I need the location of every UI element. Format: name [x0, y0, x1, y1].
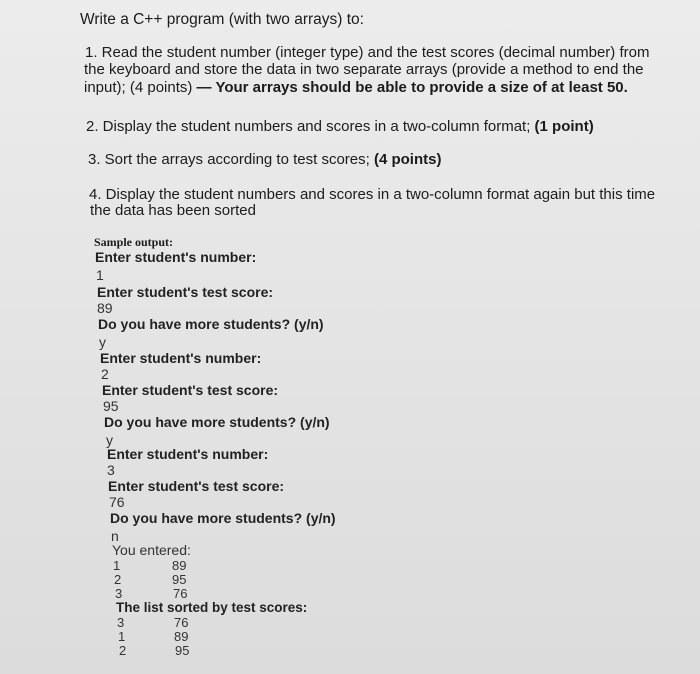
item-1-line-1: 1. Read the student number (integer type) and the test scores (decimal number) from: [85, 44, 650, 61]
sample-line: 1: [96, 267, 104, 283]
item-3: [88, 151, 441, 168]
sample-line: Do you have more students? (y/n): [104, 414, 330, 430]
sorted-list-label: The list sorted by test scores:: [116, 600, 308, 615]
sample-line: y: [99, 334, 106, 350]
sample-line: 2: [101, 366, 109, 382]
entered-number: 2: [114, 572, 122, 587]
assignment-header: Write a C++ program (with two arrays) to:: [80, 11, 364, 28]
sorted-score: 95: [175, 643, 190, 658]
entered-score: 95: [172, 572, 187, 587]
sample-line: Enter student's test score:: [102, 382, 279, 398]
sample-line: n: [111, 528, 119, 544]
sample-line: Enter student's number:: [100, 350, 262, 366]
sample-line: 89: [97, 300, 113, 316]
sorted-score: 89: [174, 629, 189, 644]
sorted-number: 1: [118, 629, 126, 644]
sample-line: Enter student's number:: [107, 446, 269, 462]
item-3-text: 3. Sort the arrays according to test scores;: [88, 151, 374, 168]
sample-line: Enter student's test score:: [97, 284, 274, 300]
item-4-line-2: the data has been sorted: [90, 202, 256, 219]
entered-number: 1: [113, 558, 121, 573]
sample-line: 3: [107, 462, 115, 478]
entered-score: 89: [172, 558, 187, 573]
sample-line: 95: [103, 398, 119, 414]
item-1-line-2: the keyboard and store the data in two separate arrays (provide a method to end the: [84, 61, 644, 78]
item-1-line-3: [84, 79, 628, 96]
item-3-points: (4 points): [373, 151, 442, 168]
entered-number: 3: [115, 586, 123, 601]
sample-line: You entered:: [112, 542, 191, 558]
sample-line: Enter student's test score:: [108, 478, 285, 494]
sorted-score: 76: [174, 615, 189, 630]
entered-score: 76: [173, 586, 188, 601]
item-2-text: 2. Display the student numbers and scores in a two-column format;: [86, 118, 535, 135]
sample-line: y: [106, 432, 113, 448]
item-1-array-size-note: — Your arrays should be able to provide a size of at least 50.: [192, 79, 628, 96]
item-2: [86, 118, 594, 135]
sample-output-label: Sample output:: [94, 235, 174, 249]
sorted-number: 2: [119, 643, 127, 658]
sample-line: Enter student's number:: [95, 249, 257, 265]
sample-line: Do you have more students? (y/n): [110, 510, 336, 526]
item-4-line-1: 4. Display the student numbers and scores in a two-column format again but this time: [89, 186, 656, 203]
sample-line: 76: [109, 494, 125, 510]
sample-line: Do you have more students? (y/n): [98, 316, 324, 332]
item-2-points: (1 point): [534, 118, 594, 135]
item-1-points: input); (4 points): [84, 79, 193, 96]
sorted-number: 3: [117, 615, 125, 630]
